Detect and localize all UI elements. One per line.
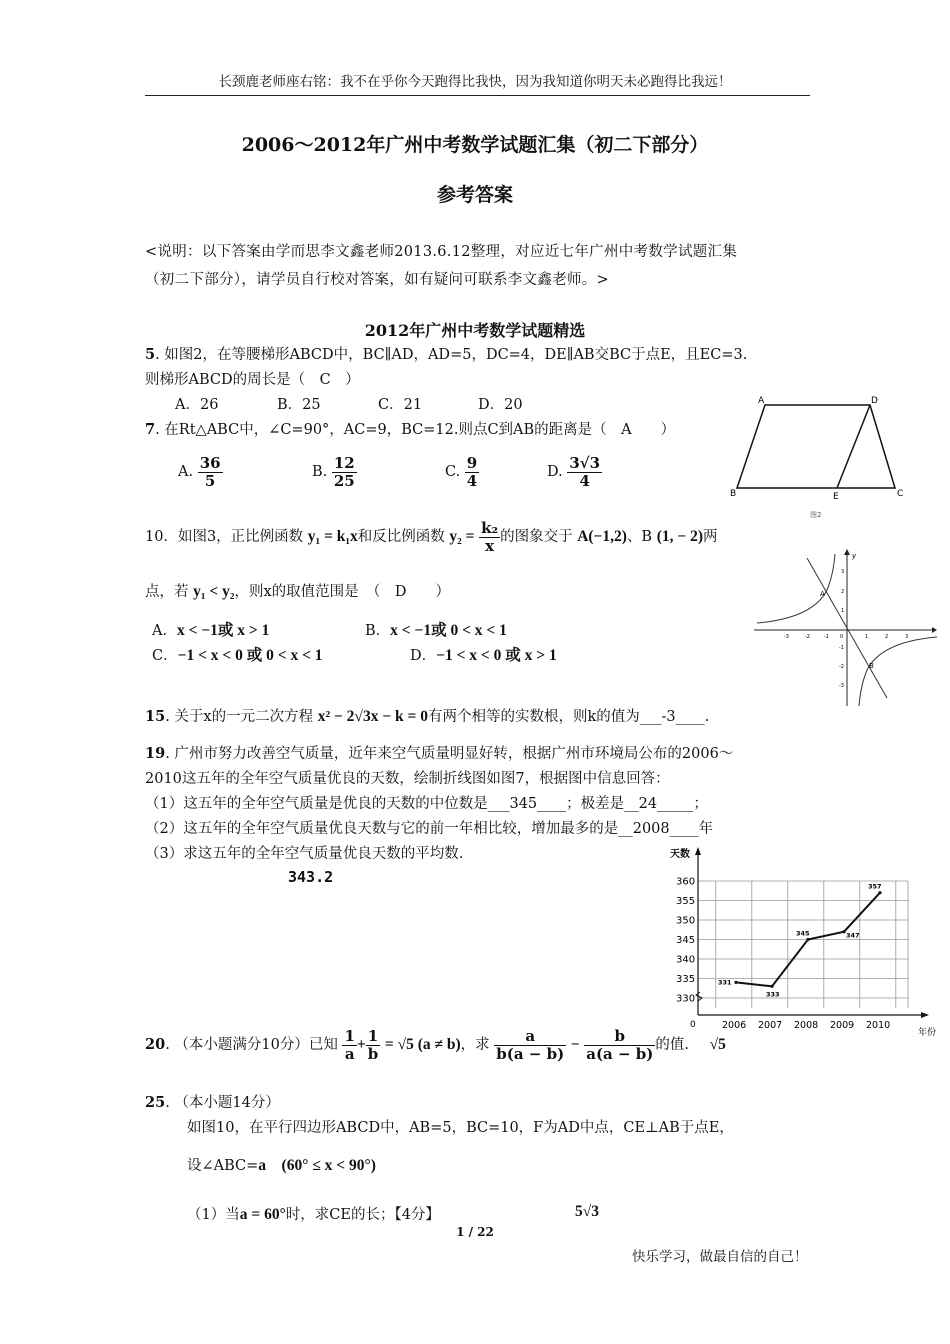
chart-x-ticks <box>722 1020 890 1031</box>
q20-condition: = √5 (a ≠ b) <box>384 1036 461 1053</box>
q10-formula-2-frac <box>479 520 500 554</box>
q7-option-a <box>178 455 223 489</box>
q5-line1 <box>145 343 747 364</box>
q5-number: 5 <box>145 346 156 363</box>
q20-frac-b <box>584 1028 655 1062</box>
chart-point <box>734 981 737 984</box>
tick-y-3: 3 <box>841 569 845 575</box>
q20-frac-1b <box>366 1028 381 1062</box>
tick-x-1: 1 <box>865 634 869 640</box>
q10-option-d-text: −1 < x < 0 或 x > 1 <box>436 647 557 664</box>
q25-number: 25 <box>145 1094 166 1111</box>
q19-sub3: （3）求这五年的全年空气质量优良天数的平均数. <box>145 846 464 862</box>
label-c: C <box>897 489 904 499</box>
header-divider <box>145 95 810 96</box>
q20-frac-1b-den: b <box>367 1044 379 1063</box>
q10-option-a-text: x < −1或 x > 1 <box>176 622 270 639</box>
q25-answer-1: 5√3 <box>575 1203 600 1220</box>
q7-option-b-frac <box>332 455 357 489</box>
q10-option-b <box>365 618 507 640</box>
q7-option-b <box>312 455 357 489</box>
chart-point <box>770 985 773 988</box>
q10-point-b: (1, − 2) <box>656 528 703 545</box>
q10-option-c-text: −1 < x < 0 或 0 < x < 1 <box>177 647 323 664</box>
q10-option-c-label: C． <box>152 648 178 664</box>
chart-y-ticks <box>676 877 695 1005</box>
chart-data-labels <box>718 883 882 999</box>
q25-sub1c: 时，求CE的长；【4分】 <box>285 1207 440 1223</box>
chart-x-arrow <box>921 1012 929 1018</box>
q19-line2: 2010这五年的全年空气质量优良的天数，绘制折线图如图7，根据图中信息回答： <box>145 771 670 787</box>
q10-line2b: ，则x的取值范围是 （ D ） <box>234 584 451 600</box>
x-axis-arrow <box>932 627 937 633</box>
trapezoid-shape <box>737 405 895 488</box>
q7-option-b-label: B. <box>312 464 328 480</box>
q10-mid: 和反比例函数 <box>357 529 445 545</box>
q7-option-a-frac <box>198 455 223 489</box>
chart-ylabel: 天数 <box>670 849 690 860</box>
q25-head-text: . （本小题14分） <box>165 1095 280 1111</box>
tick-x-3: 3 <box>905 634 909 640</box>
q10-formula-2: y₂ = <box>449 528 475 545</box>
q25-line2 <box>187 1153 376 1175</box>
tick-x-neg2: -2 <box>805 634 810 640</box>
q20-frac-a <box>494 1028 566 1062</box>
tick-x-2: 2 <box>885 634 889 640</box>
q10-option-d <box>410 643 557 665</box>
hyperbola-left-branch <box>757 554 835 623</box>
q20-frac-1a <box>342 1028 356 1062</box>
q7-option-b-den: 25 <box>333 471 355 490</box>
tick-x-neg1: -1 <box>824 634 829 640</box>
point-b-label: B <box>869 662 874 670</box>
note-line-2: （初二下部分），请学员自行校对答案，如有疑问可联系李文鑫老师。> <box>145 272 609 288</box>
figure-2-caption: 图2 <box>810 511 822 519</box>
q7-stem <box>145 418 675 439</box>
q20-post: 的值. <box>655 1037 689 1053</box>
q10-post: 的图象交于 <box>500 529 573 545</box>
chart-x-tick: 2006 <box>722 1020 747 1031</box>
q19-sub1: （1）这五年的全年空气质量是优良的天数的中位数是___345____；极差是__24_____； <box>145 796 708 812</box>
q7-option-a-den: 5 <box>204 471 216 490</box>
chart-data-label: 357 <box>868 882 882 891</box>
q7-option-a-label: A. <box>178 464 194 480</box>
q10-option-d-label: D． <box>410 648 437 664</box>
q20-mid: ，求 <box>460 1037 490 1053</box>
q5-option-d: D．20 <box>478 397 523 413</box>
note-line-1: <说明：以下答案由学而思李文鑫老师2013.6.12整理，对应近七年广州中考数学试题汇集 <box>145 244 738 260</box>
q10-option-a <box>152 618 269 640</box>
q15-equation: x² − 2√3x − k = 0 <box>317 708 428 725</box>
q7-option-d-frac <box>567 455 602 489</box>
chart-y-tick: 350 <box>676 915 696 927</box>
q10-line1 <box>145 520 717 554</box>
chart-y-tick: 340 <box>676 954 696 966</box>
chart-y-tick: 345 <box>676 935 696 946</box>
chart-data-label: 345 <box>796 929 810 938</box>
chart-point <box>806 938 809 941</box>
q10-line2 <box>145 580 450 601</box>
q25-head <box>145 1091 280 1112</box>
figure-2-trapezoid <box>725 393 920 523</box>
q20-frac-b-den: a(a − b) <box>586 1044 654 1063</box>
q10-point-a: A(−1,2) <box>577 528 627 545</box>
label-a: A <box>758 396 765 406</box>
label-d: D <box>871 396 878 406</box>
q7-option-c-num: 9 <box>466 454 478 472</box>
chart-data-label: 347 <box>846 931 860 940</box>
q15-post: 有两个相等的实数根，则k的值为 <box>427 709 640 725</box>
footer-slogan: 快乐学习，做最自信的自己！ <box>632 1249 808 1265</box>
chart-data-label: 333 <box>766 990 780 999</box>
q20-number: 20 <box>145 1036 166 1053</box>
header-motto: 长颈鹿老师座右铭：我不在乎你今天跑得比我快，因为我知道你明天未必跑得比我远！ <box>218 74 732 90</box>
q25-sub1b: a = 60° <box>239 1206 286 1223</box>
q10-option-a-label: A． <box>152 623 177 639</box>
q25-line2b: a (60° ≤ x < 90°) <box>258 1157 376 1174</box>
q20-frac-1b-num: 1 <box>366 1028 381 1046</box>
q7-text: . 在Rt△ABC中，∠C=90°，AC=9，BC=12.则点C到AB的距离是（ A ） <box>155 422 676 438</box>
chart-y-tick: 360 <box>676 876 696 888</box>
q5-option-b: B．25 <box>277 397 321 413</box>
q19-number: 19 <box>145 745 166 762</box>
axis-break-mark <box>696 992 702 1001</box>
figure-7-line-chart <box>668 843 946 1043</box>
q7-option-c-frac <box>465 455 479 489</box>
tick-y-neg2: -2 <box>839 664 844 670</box>
chart-y-tick: 355 <box>676 896 696 907</box>
q20-minus: − <box>570 1036 580 1053</box>
q15-answer: ___-3____. <box>639 709 710 725</box>
q19-line1 <box>145 742 733 763</box>
q20-answer: √5 <box>709 1036 726 1053</box>
q10-option-b-text: x < −1或 0 < x < 1 <box>390 622 507 639</box>
q10-formula-1: y₁ = k₁x <box>307 528 358 545</box>
tick-x-neg3: -3 <box>784 634 789 640</box>
q10-pre: 10．如图3，正比例函数 <box>145 529 304 545</box>
chart-x-tick: 2009 <box>830 1020 855 1031</box>
chart-y-tick: 335 <box>676 974 696 985</box>
tick-y-2: 2 <box>841 589 845 595</box>
figure-3-graph <box>752 548 937 708</box>
q20-frac-1a-num: 1 <box>344 1027 355 1045</box>
q7-option-d-den: 4 <box>579 471 590 490</box>
q7-option-d-num: 3√3 <box>569 454 601 472</box>
q20-frac-a-den: b(a − b) <box>496 1044 565 1063</box>
page-number: 1 / 22 <box>456 1225 494 1239</box>
q7-option-c-den: 4 <box>466 471 478 490</box>
q19-text: . 广州市努力改善空气质量，近年来空气质量明显好转，根据广州市环境局公布的2006～ <box>165 746 734 762</box>
q20-frac-1a-den: a <box>344 1044 355 1063</box>
q10-sep: 、B <box>626 529 653 545</box>
q15-line <box>145 705 709 726</box>
chart-y-tick: 330 <box>676 993 696 1005</box>
chart-xlabel: 年份 <box>918 1028 937 1038</box>
segment-de <box>837 405 870 488</box>
q25-sub1 <box>187 1203 440 1224</box>
q20-line <box>145 1028 726 1062</box>
chart-x-tick: 2007 <box>758 1020 783 1031</box>
q25-line1: 如图10，在平行四边形ABCD中，AB=5，BC=10，F为AD中点，CE⊥AB于点E， <box>187 1120 734 1136</box>
q25-sub1a: （1）当 <box>187 1207 240 1223</box>
q19-answer-3: 343.2 <box>288 868 334 886</box>
q7-number: 7 <box>145 421 156 438</box>
q15-pre: . 关于x的一元二次方程 <box>165 709 314 725</box>
q5-text: . 如图2，在等腰梯形ABCD中，BC∥AD，AD=5，DC=4，DE∥AB交BC于点E，且EC=3. <box>155 347 748 363</box>
tick-x-0: 0 <box>840 634 844 640</box>
q15-number: 15 <box>145 708 166 725</box>
chart-x-tick: 2008 <box>794 1020 819 1031</box>
q7-option-a-num: 36 <box>199 454 221 472</box>
q20-frac-b-num: b <box>584 1028 655 1046</box>
q10-condition: y₁ < y₂ <box>193 583 235 600</box>
hyperbola-right-branch <box>859 637 937 706</box>
q5-line2: 则梯形ABCD的周长是（ C ） <box>145 372 360 388</box>
point-a-label: A <box>820 590 825 598</box>
chart-y-arrow <box>695 847 701 855</box>
label-e: E <box>833 492 839 502</box>
y-axis-arrow <box>844 549 850 555</box>
q19-sub2: （2）这五年的全年空气质量优良天数与它的前一年相比较，增加最多的是__2008____年 <box>145 821 714 837</box>
y-axis-label: y <box>852 552 857 560</box>
section-title: 2012年广州中考数学试题精选 <box>364 321 586 340</box>
q10-f2-num: k₂ <box>481 519 499 537</box>
chart-point <box>878 891 881 894</box>
q20-frac-a-num: a <box>494 1028 566 1046</box>
q5-option-a: A．26 <box>175 397 219 413</box>
tick-y-neg3: -3 <box>839 683 844 689</box>
q10-option-b-label: B． <box>365 623 391 639</box>
q20-pre: . （本小题满分10分）已知 <box>165 1037 338 1053</box>
q7-option-d-label: D. <box>547 464 563 480</box>
page-subtitle: 参考答案 <box>436 184 513 206</box>
q5-option-c: C．21 <box>378 397 423 413</box>
q7-option-c-label: C. <box>445 464 461 480</box>
chart-data-label: 331 <box>718 978 732 987</box>
q7-option-d <box>547 455 602 489</box>
q25-line2a: 设∠ABC= <box>187 1158 259 1174</box>
q20-plus: + <box>356 1036 366 1053</box>
q10-line2a: 点，若 <box>145 584 189 600</box>
page-title: 2006～2012年广州中考数学试题汇集（初二下部分） <box>241 134 709 156</box>
tick-y-neg1: -1 <box>839 645 844 651</box>
q10-end: 两 <box>702 529 718 545</box>
q10-f2-den: x <box>485 536 495 555</box>
chart-x-tick: 2010 <box>866 1020 891 1031</box>
q7-option-b-num: 12 <box>333 454 355 472</box>
q7-option-c <box>445 455 479 489</box>
tick-y-1: 1 <box>841 608 845 614</box>
q10-option-c <box>152 643 323 665</box>
chart-origin-label: 0 <box>690 1020 696 1030</box>
label-b: B <box>730 489 737 499</box>
